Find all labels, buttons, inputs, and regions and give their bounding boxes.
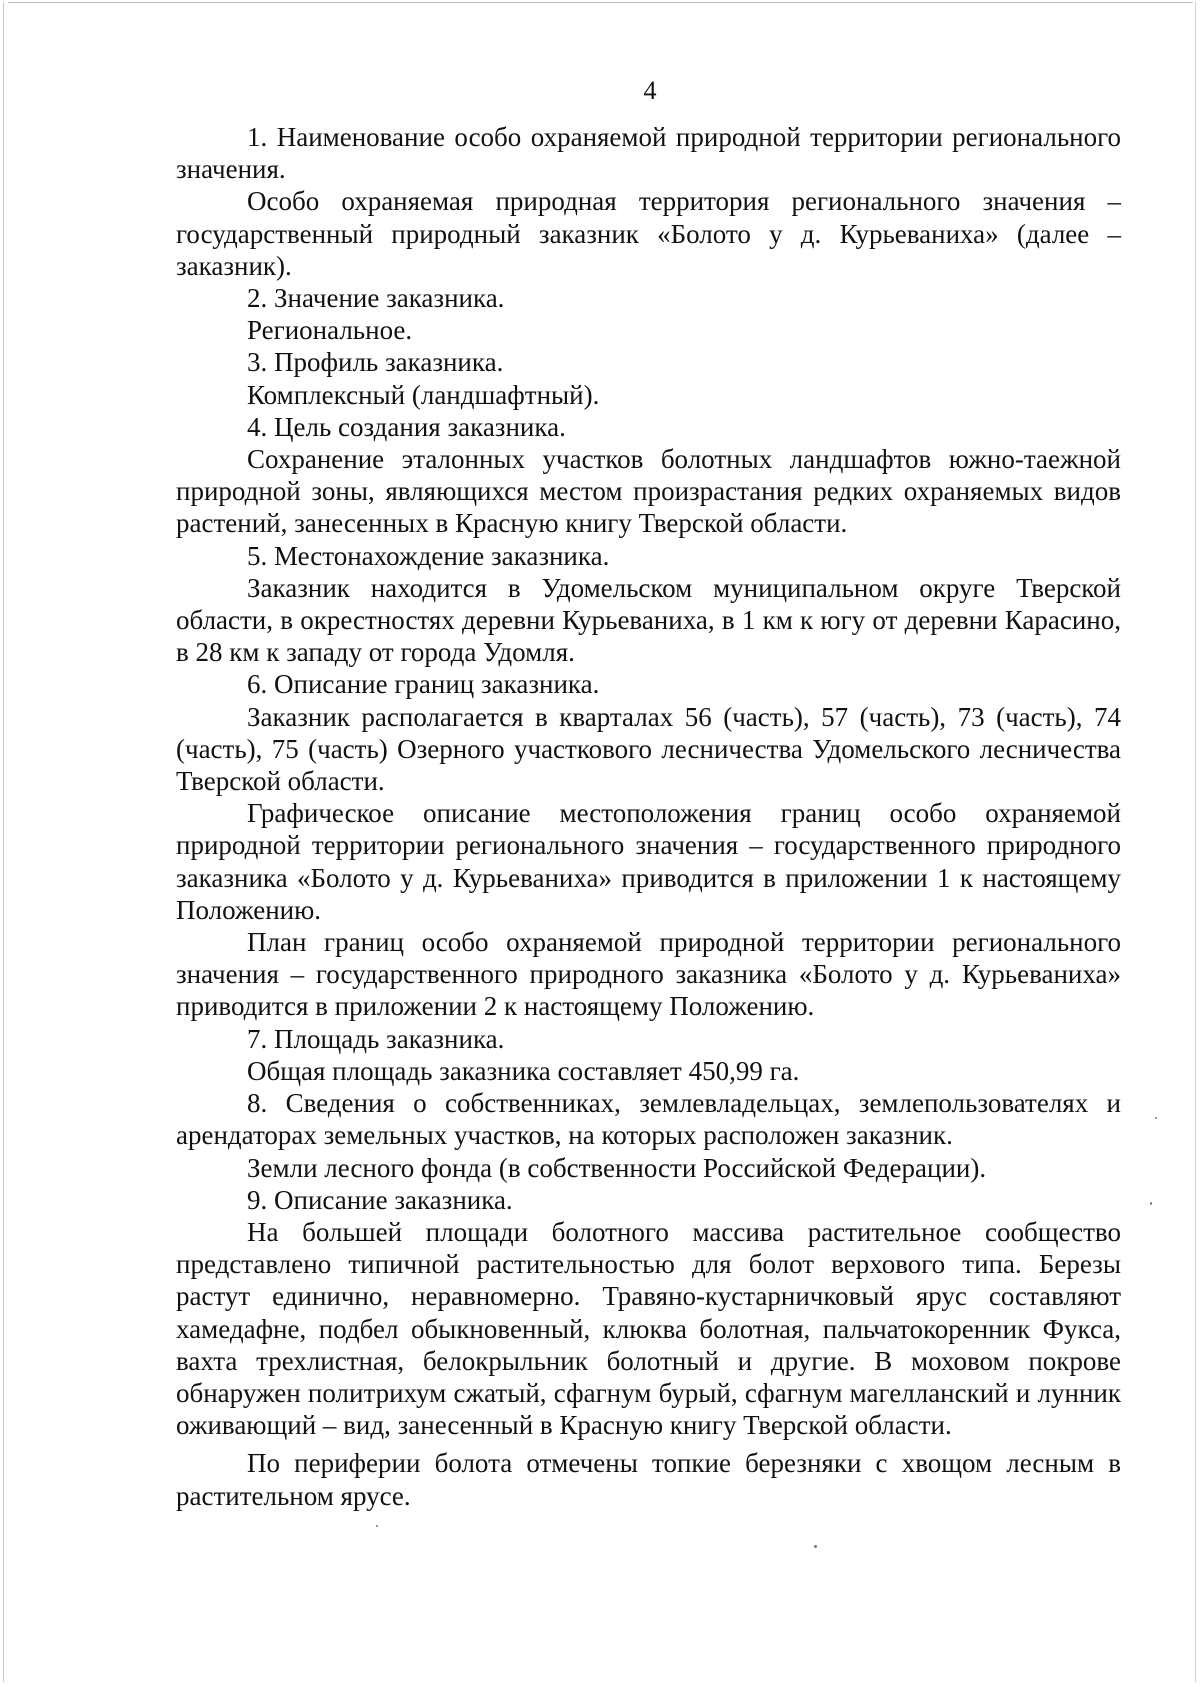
scan-speck <box>814 1545 817 1548</box>
paragraph: Земли лесного фонда (в собственности Российской Федерации). <box>247 1152 987 1183</box>
section-heading-name: 1. Наименование особо охраняемой природной территории регионального значения. <box>176 122 1121 185</box>
paragraph: Заказник располагается в кварталах 56 (часть), 57 (часть), 73 (часть), 74 (часть), 75 (часть) Озерного участкового лесничества Удомельского лесничества Тверской области. <box>176 701 1121 797</box>
section-heading-description: 9. Описание заказника. <box>247 1184 513 1215</box>
scan-speck <box>376 1525 378 1527</box>
scan-edge-left <box>3 2 4 1682</box>
paragraph: Графическое описание местоположения границ особо охраняемой природной территории регионального значения – государственного природного заказника «Болото у д. Курьеваниха» приводится в приложении 1 к настоящему Положению. <box>176 798 1121 925</box>
section-heading-significance: 2. Значение заказника. <box>247 283 505 314</box>
paragraph: На большей площади болотного массива растительное сообщество представлено типичной растительностью для болот верхового типа. Березы растут единично, неравномерно. Травяно-кустарничковый ярус составляют хамедафне, подбел обыкновенный, клюква болотная, пальчатокоренник Фукса, вахта трехлистная, белокрыльник болотный и другие. В моховом покрове обнаружен политрихум сжатый, сфагнум бурый, сфагнум магелланский и лунник оживающий – вид, занесенный в Красную книгу Тверской области. <box>176 1216 1121 1441</box>
paragraph: Региональное. <box>247 315 413 346</box>
paragraph: Сохранение эталонных участков болотных ландшафтов южно-таежной природной зоны, являющихся местом произрастания редких охраняемых видов растений, занесенных в Красную книгу Тверской области. <box>176 444 1121 539</box>
section-heading-purpose: 4. Цель создания заказника. <box>247 411 566 442</box>
section-heading-owners: 8. Сведения о собственниках, землевладельцах, землепользователях и арендаторах земельных участков, на которых расположен заказник. <box>176 1088 1121 1151</box>
paragraph: Заказник находится в Удомельском муниципальном округе Тверской области, в окрестностях деревни Курьеваниха, в 1 км к югу от деревни Карасино, в 28 км к западу от города Удомля. <box>176 572 1121 668</box>
page-number: 4 <box>643 76 657 105</box>
scan-edge-right <box>1195 2 1196 1682</box>
scan-speck <box>1150 1202 1152 1205</box>
paragraph: По периферии болота отмечены топкие березняки с хвощом лесным в растительном ярусе. <box>176 1448 1121 1511</box>
scan-speck <box>1155 1117 1157 1119</box>
section-heading-area: 7. Площадь заказника. <box>247 1023 505 1054</box>
paragraph: Общая площадь заказника составляет 450,99 га. <box>247 1055 800 1086</box>
section-heading-boundaries: 6. Описание границ заказника. <box>247 669 600 700</box>
scan-edge-top <box>8 2 1193 3</box>
section-heading-location: 5. Местонахождение заказника. <box>247 540 610 571</box>
paragraph: План границ особо охраняемой природной территории регионального значения – государственного природного заказника «Болото у д. Курьеваниха» приводится в приложении 2 к настоящему Положению. <box>176 927 1121 1022</box>
paragraph: Особо охраняемая природная территория регионального значения – государственный природный заказник «Болото у д. Курьеваниха» (далее – заказник). <box>176 186 1121 281</box>
paragraph: Комплексный (ландшафтный). <box>247 379 600 410</box>
document-body <box>176 121 1121 1512</box>
section-heading-profile: 3. Профиль заказника. <box>247 347 504 378</box>
